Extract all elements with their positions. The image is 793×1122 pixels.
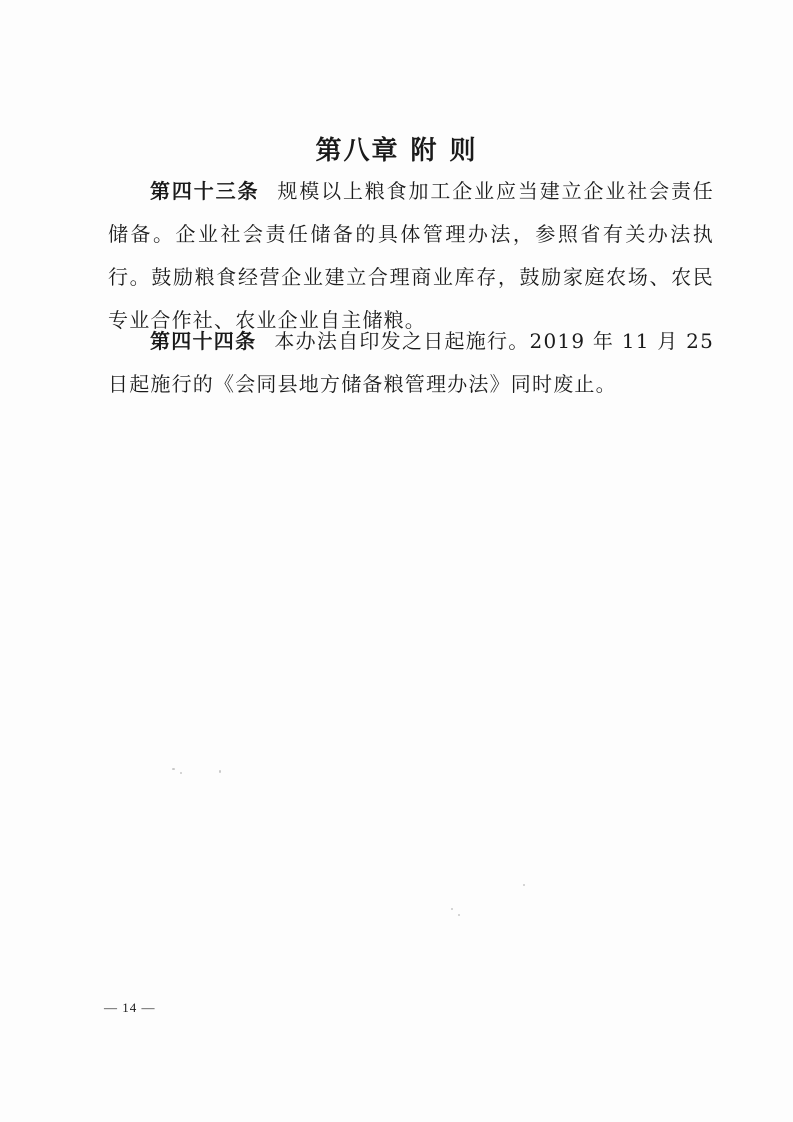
- article-44-text: 本办法自印发之日起施行。2019 年 11 月 25 日起施行的《会同县地方储备粮管理办法》同时废止。: [108, 329, 714, 396]
- article-43: [108, 170, 714, 342]
- chapter-title: 第八章 附 则: [315, 136, 478, 166]
- article-43-text: 规模以上粮食加工企业应当建立企业社会责任储备。企业社会责任储备的具体管理办法，参照省有关办法执行。鼓励粮食经营企业建立合理商业库存，鼓励家庭农场、农民专业合作社、农业企业自主储粮。: [108, 179, 715, 332]
- scan-speck: [180, 772, 182, 774]
- scan-speck: [451, 908, 453, 910]
- scan-speck: [219, 770, 221, 773]
- article-43-paragraph: [108, 170, 714, 342]
- article-44-paragraph: [108, 320, 714, 406]
- page-number: — 14 —: [104, 1000, 156, 1015]
- article-43-label: 第四十三条: [150, 179, 260, 203]
- scan-speck: [458, 914, 460, 916]
- article-44: [108, 320, 714, 406]
- scan-speck: [523, 884, 525, 886]
- article-44-label: 第四十四条: [150, 329, 257, 353]
- scan-speck: [172, 768, 175, 770]
